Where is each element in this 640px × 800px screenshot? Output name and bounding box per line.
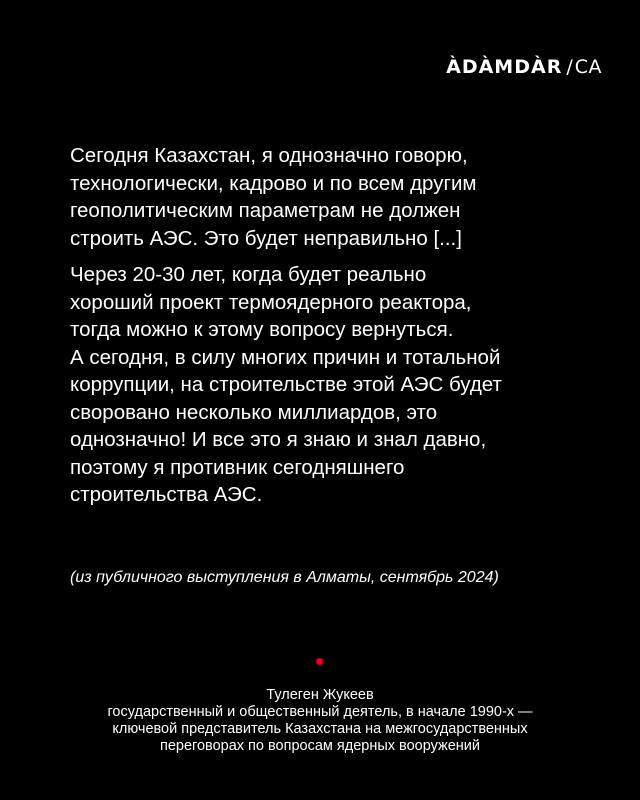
- speaker-name: Тулеген Жукеев: [266, 687, 374, 703]
- quote-source: (из публичного выступления в Алматы, сентябрь 2024): [70, 569, 499, 586]
- attribution-block: [20, 687, 620, 755]
- accent-dot: [316, 658, 323, 665]
- logo-separator: /: [566, 56, 573, 78]
- quote-block: [70, 142, 590, 509]
- speaker-description-line-1: государственный и общественный деятель, в начале 1990-х —: [107, 704, 533, 720]
- speaker-description-line-3: переговорах по вопросам ядерных вооружений: [159, 738, 481, 754]
- quote-paragraph-2: Через 20-30 лет, когда будет реально хороший проект термоядерного реактора, тогда можно к этому вопросу вернуться. А сегодня, в силу многих причин и тотальной коррупции, на строительстве этой АЭС будет своровано несколько миллиардов, это однозначно! И все это я знаю и знал давно, поэтому я противник сегодняшнего строительства АЭС.: [70, 263, 502, 506]
- speaker-description-line-2: ключевой представитель Казахстана на межгосударственных: [112, 721, 528, 737]
- quote-paragraph-1: Сегодня Казахстан, я однозначно говорю, технологически, кадрово и по всем другим геополитическим параметрам не должен строить АЭС. Это будет неправильно [...]: [70, 144, 477, 250]
- brand-logo: [446, 56, 602, 78]
- logo-brand-text: ÀDÀMDÀR: [446, 56, 563, 78]
- logo-region-text: CA: [574, 56, 602, 78]
